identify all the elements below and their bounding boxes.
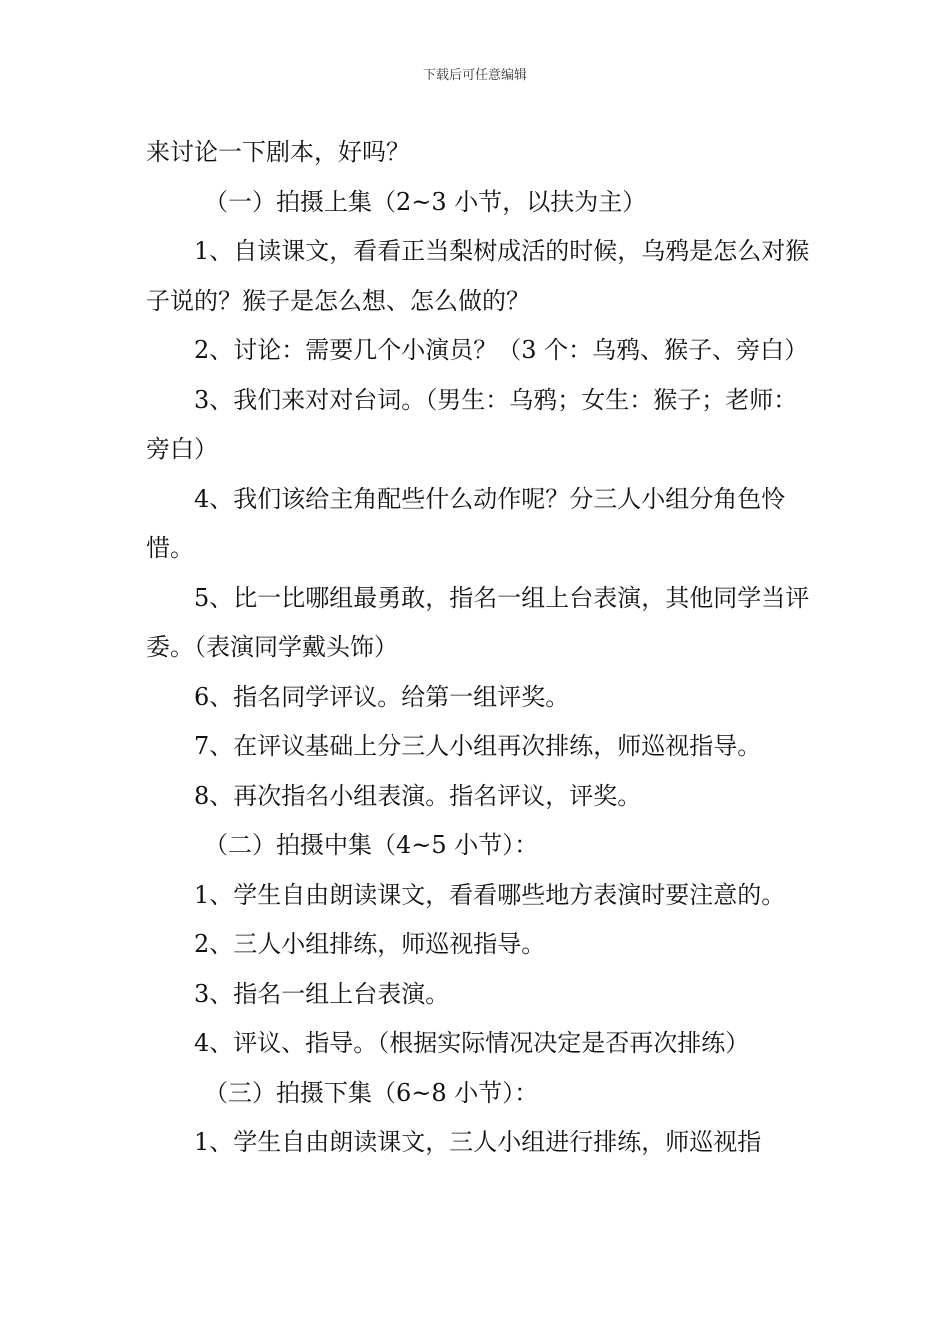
paragraph: 3、指名一组上台表演。	[194, 979, 450, 1008]
paragraph: 4、我们该给主角配些什么动作呢？分三人小组分角色怜惜。	[146, 484, 786, 562]
paragraph: 2、三人小组排练，师巡视指导。	[194, 930, 546, 958]
paragraph: 6、指名同学评议。给第一组评奖。	[194, 682, 570, 711]
section-heading: （一）拍摄上集（2~3 小节，以扶为主）	[204, 187, 647, 216]
section-heading: （二）拍摄中集（4~5 小节）：	[204, 831, 539, 859]
paragraph: 5、比一比哪组最勇敢，指名一组上台表演，其他同学当评委。（表演同学戴头饰）	[146, 583, 810, 661]
paragraph: 3、我们来对对台词。（男生：乌鸦；女生：猴子；老师：旁白）	[146, 385, 798, 463]
paragraph: 7、在评议基础上分三人小组再次排练，师巡视指导。	[194, 732, 762, 760]
page-header: 下载后可任意编辑	[422, 68, 527, 83]
paragraph: 8、再次指名小组表演。指名评议，评奖。	[194, 781, 642, 810]
paragraph: 1、学生自由朗读课文，三人小组进行排练，师巡视指	[194, 1128, 762, 1156]
paragraph: 来讨论一下剧本，好吗？	[146, 138, 410, 166]
paragraph: 1、学生自由朗读课文，看看哪些地方表演时要注意的。	[194, 880, 786, 909]
paragraph: 1、自读课文，看看正当梨树成活的时候，乌鸦是怎么对猴子说的？猴子是怎么想、怎么做的？	[146, 237, 810, 315]
section-heading: （三）拍摄下集（6~8 小节）：	[204, 1078, 539, 1107]
paragraph: 4、评议、指导。（根据实际情况决定是否再次排练）	[194, 1029, 750, 1057]
document-body	[146, 128, 810, 1168]
paragraph: 2、讨论：需要几个小演员？（3 个：乌鸦、猴子、旁白）	[194, 336, 809, 364]
